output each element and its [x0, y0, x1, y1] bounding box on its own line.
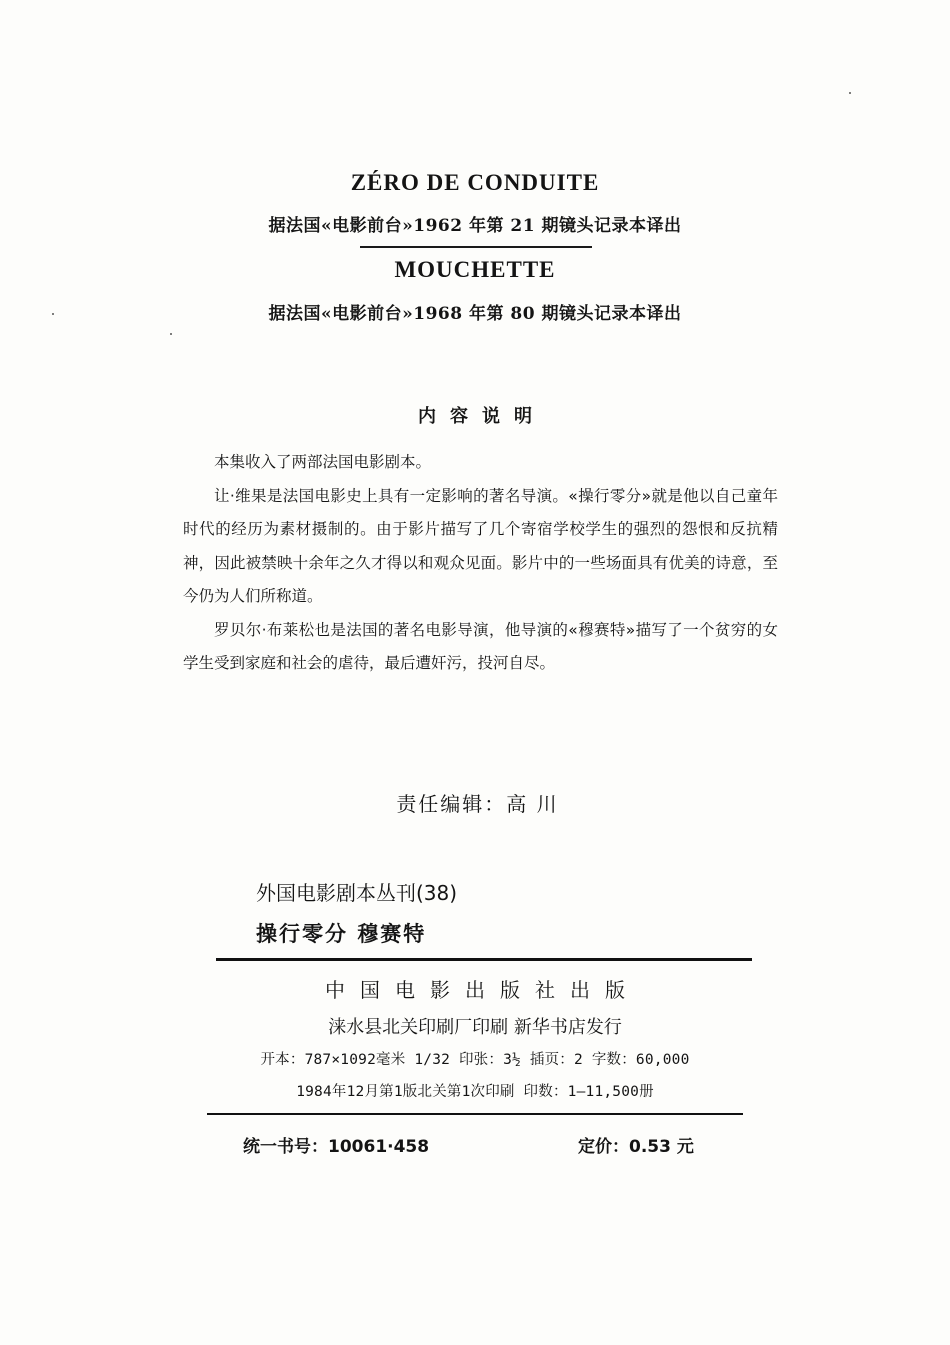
title-divider	[360, 246, 592, 248]
series-title: 外国电影剧本丛刊(38)	[256, 881, 458, 905]
source-note-mouchette: 据法国«电影前台»1968 年第 80 期镜头记录本译出	[268, 304, 682, 324]
unified-book-number: 统一书号：10061·458	[243, 1137, 430, 1157]
price: 定价：0.53 元	[578, 1137, 694, 1157]
responsible-editor: 责任编辑：高 川	[396, 792, 559, 816]
book-title: 操行零分 穆赛特	[256, 922, 427, 946]
scan-speck	[170, 333, 172, 335]
colophon-bottom-rule	[207, 1113, 743, 1115]
format-specs: 开本：787×1092毫米 1/32 印张：3½ 插页：2 字数：60,000	[260, 1052, 690, 1068]
printer-distributor: 涞水县北关印刷厂印刷 新华书店发行	[328, 1017, 622, 1038]
source-note-zero-de-conduite: 据法国«电影前台»1962 年第 21 期镜头记录本译出	[268, 216, 682, 236]
film-title-zero-de-conduite: ZÉRO DE CONDUITE	[350, 170, 600, 195]
summary-paragraph: 罗贝尔·布莱松也是法国的著名电影导演，他导演的«穆赛特»描写了一个贫穷的女学生受到家庭和社会的虐待，最后遭奸污，投河自尽。	[183, 620, 778, 672]
edition-info: 1984年12月第1版北关第1次印刷 印数：1—11,500册	[296, 1084, 654, 1100]
colophon-top-rule	[216, 958, 752, 961]
scan-speck	[849, 92, 851, 94]
publisher: 中国电影出版社出版	[325, 978, 640, 1002]
summary-paragraph: 让·维果是法国电影史上具有一定影响的著名导演。«操行零分»就是他以自己童年时代的经历为素材摄制的。由于影片描写了几个寄宿学校学生的强烈的怨恨和反抗精神，因此被禁映十余年之久才得以和观众见面。影片中的一些场面具有优美的诗意，至今仍为人们所称道。	[183, 486, 778, 605]
summary-heading: 内容说明	[418, 406, 546, 427]
summary-body	[183, 446, 778, 681]
film-title-mouchette: MOUCHETTE	[394, 257, 556, 282]
scan-speck	[52, 313, 54, 315]
summary-paragraph: 本集收入了两部法国电影剧本。	[214, 453, 432, 471]
